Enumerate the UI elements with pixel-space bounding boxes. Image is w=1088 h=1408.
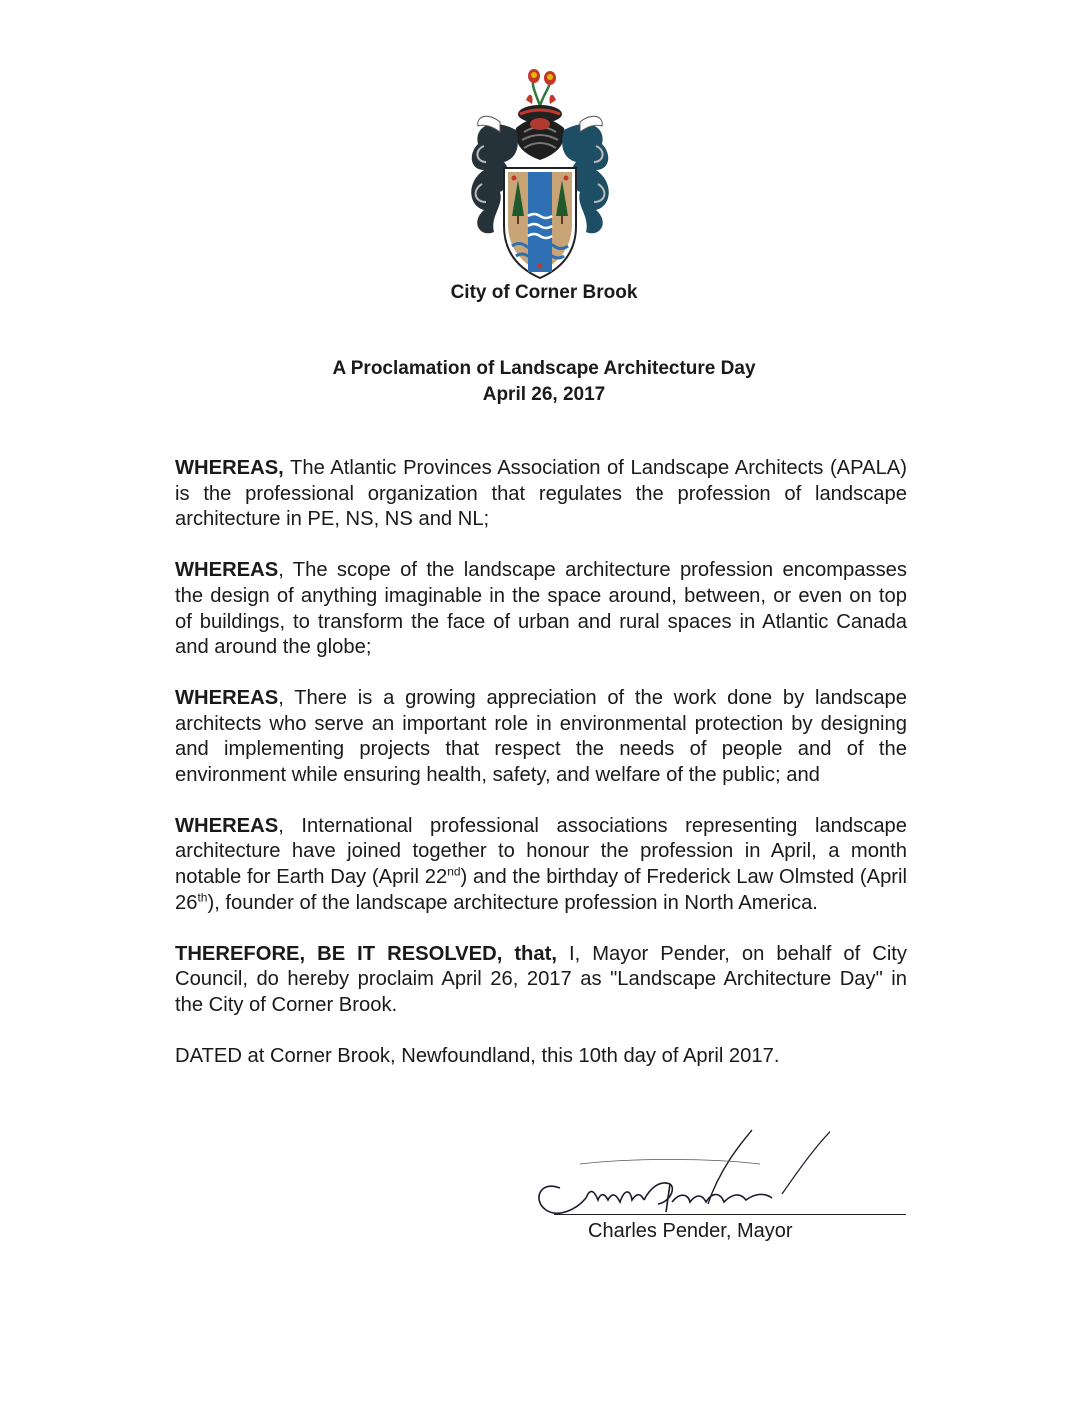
paragraph-text: The Atlantic Provinces Association of Landscape Architects (APALA) is the professional organization that regulates the profession of landscape architecture in PE, NS, NS and NL; [175, 457, 907, 531]
signature-line [554, 1214, 906, 1215]
paragraph-text: , There is a growing appreciation of the work done by landscape architects who serve an important role in environmental protection by designing and implementing projects that respect the needs of people and of the environment while ensuring health, safety, and welfare of the public; and [175, 686, 907, 787]
paragraph-keyword: THEREFORE, BE IT RESOLVED, that, [175, 942, 557, 965]
handwritten-signature [520, 1128, 830, 1223]
superscript: nd [447, 864, 461, 879]
proclamation-body [175, 456, 907, 1069]
paragraph-keyword: WHEREAS [175, 686, 279, 709]
whereas-paragraph [175, 814, 907, 917]
title-line: A Proclamation of Landscape Architecture Day [332, 358, 756, 379]
paragraph-text: I, Mayor Pender, on behalf of City Council, do hereby proclaim April 26, 2017 as "Landscape Architecture Day" in the City of Corner Brook. [175, 942, 908, 1016]
paragraph-text: , The scope of the landscape architecture profession encompasses the design of anything imaginable in the space around, between, or even on top of buildings, to transform the face of urban and rural spaces in Atlantic Canada and around the globe; [175, 559, 907, 659]
signer-name: Charles Pender, Mayor [588, 1220, 793, 1242]
whereas-paragraph [175, 456, 907, 533]
city-name: City of Corner Brook [450, 282, 638, 303]
coat-of-arms-crest [460, 66, 620, 280]
whereas-paragraph [175, 558, 907, 661]
paragraph-keyword: WHEREAS [175, 559, 279, 582]
paragraph-keyword: WHEREAS, [175, 457, 284, 479]
resolution-paragraph [175, 942, 907, 1019]
paragraph-text: ), founder of the landscape architecture profession in North America. [207, 891, 818, 914]
dated-line: DATED at Corner Brook, Newfoundland, this 10th day of April 2017. [175, 1044, 780, 1067]
paragraph-text: ) and the birthday of Frederick Law Olmsted (April 26 [175, 866, 907, 914]
proclamation-title [0, 356, 1088, 408]
signature-block [520, 1128, 910, 1248]
paragraph-text: , International professional associations representing landscape architecture have joined together to honour the profession in April, a month notable for Earth Day (April 22 [175, 814, 907, 889]
title-date: April 26, 2017 [482, 384, 606, 405]
superscript: th [197, 890, 208, 905]
whereas-paragraph [175, 686, 907, 789]
paragraph-keyword: WHEREAS [175, 814, 279, 837]
